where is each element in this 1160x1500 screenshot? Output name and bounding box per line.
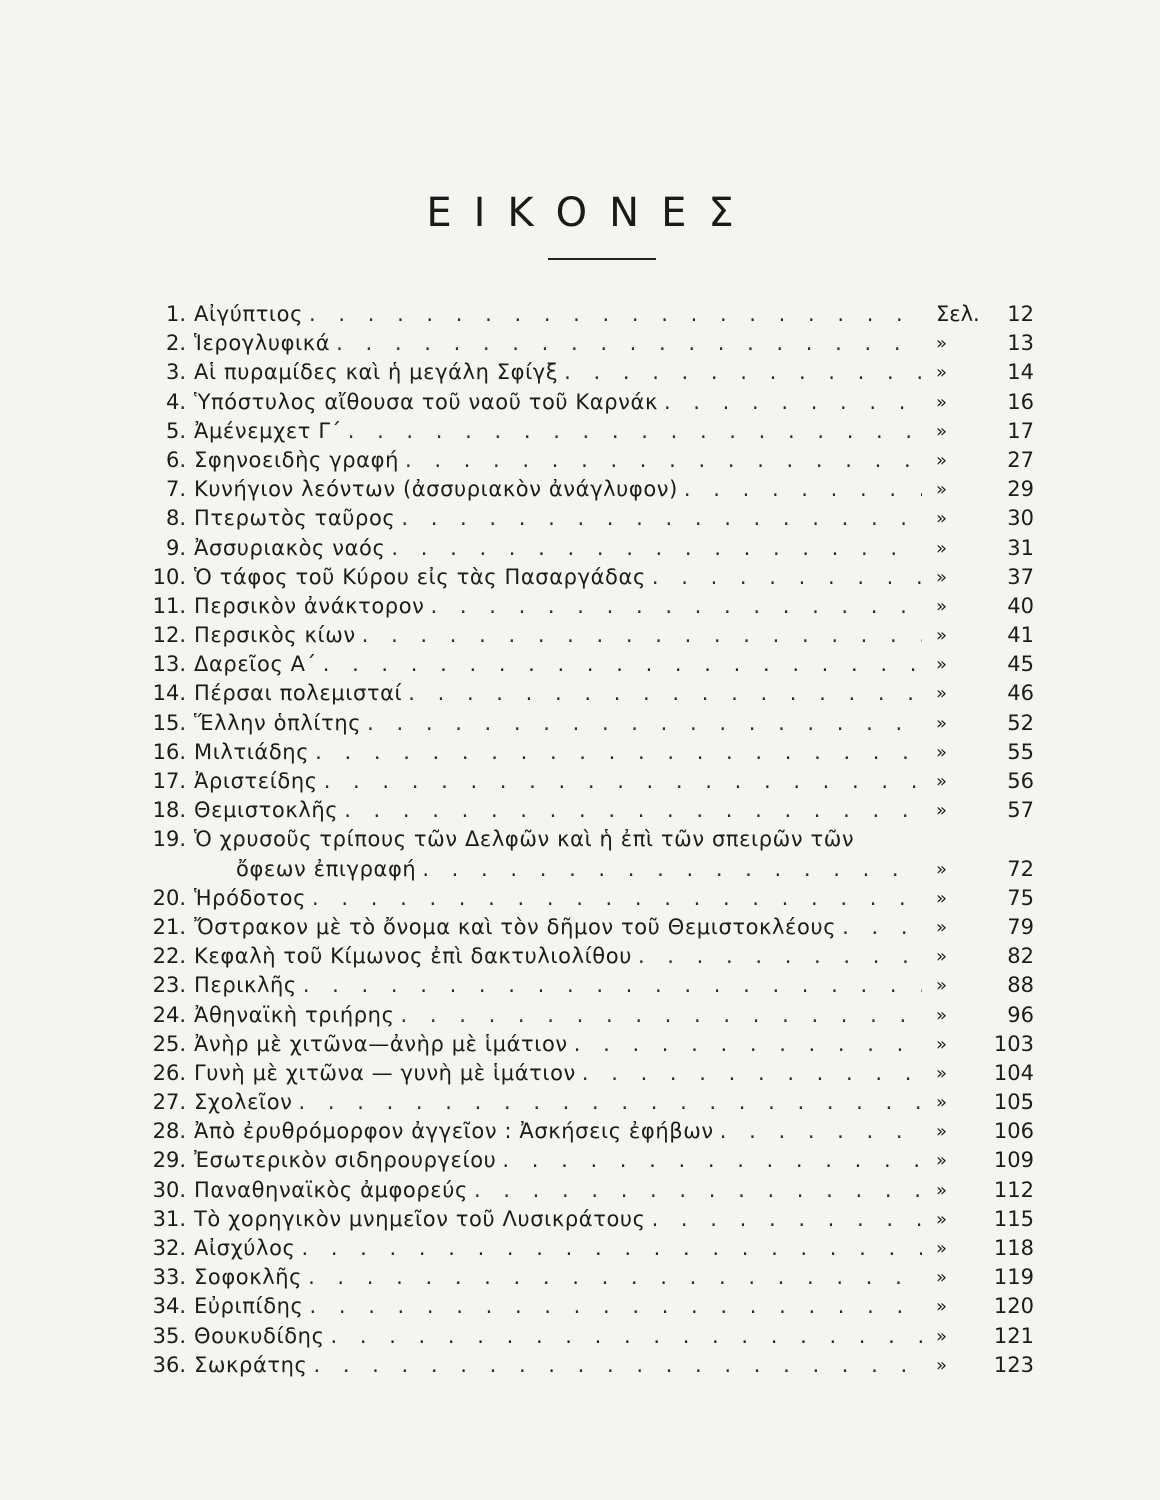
entry-title: Ἀπὸ ἐρυθρόμορφον ἀγγεῖον : Ἀσκήσεις ἐφήβων <box>194 1119 714 1144</box>
entry-number: 12. <box>152 623 186 648</box>
page-number: 120 <box>993 1294 1034 1319</box>
page-marker: » <box>936 508 948 530</box>
entry-title: Ὑπόστυλος αἴθουσα τοῦ ναοῦ τοῦ Καρνάκ <box>194 389 658 414</box>
entry-number: 30. <box>152 1177 186 1202</box>
page-reference <box>922 1205 1034 1234</box>
dot-leader <box>302 1263 922 1292</box>
page-marker: » <box>936 946 948 968</box>
page-number: 119 <box>993 1265 1034 1290</box>
dot-leader <box>678 475 922 504</box>
entry-number: 22. <box>152 944 186 969</box>
dot-leader <box>632 942 922 971</box>
dot-leader <box>293 1088 922 1117</box>
list-item <box>144 1205 1034 1234</box>
entry-number: 8. <box>165 506 186 531</box>
entry-title-wrap <box>194 592 922 621</box>
page-number: 45 <box>1007 652 1034 677</box>
list-item <box>144 1146 1034 1175</box>
page-marker: » <box>936 887 948 909</box>
page-number: 109 <box>993 1148 1034 1173</box>
dot-leader <box>646 563 922 592</box>
page-title: ΕΙΚΟΝΕΣ <box>426 190 756 236</box>
entry-number: 11. <box>152 593 186 618</box>
entry-title-wrap <box>194 767 922 796</box>
page-reference <box>922 300 1034 329</box>
list-item <box>144 446 1034 475</box>
list-item <box>144 592 1034 621</box>
entry-title: Δαρεῖος Α΄ <box>194 652 317 677</box>
page-reference <box>922 534 1034 563</box>
entry-number: 19. <box>152 827 186 852</box>
list-item <box>144 913 1034 942</box>
page-reference <box>922 504 1034 533</box>
entry-title-wrap <box>194 504 922 533</box>
list-item <box>144 417 1034 446</box>
dot-leader <box>468 1176 922 1205</box>
dot-leader <box>304 1292 923 1321</box>
entry-title-wrap <box>194 1292 922 1321</box>
page-number: 27 <box>1007 447 1034 472</box>
page-reference <box>922 592 1034 621</box>
dot-leader <box>309 738 922 767</box>
page-number: 72 <box>1007 856 1034 881</box>
page-number: 37 <box>1007 564 1034 589</box>
list-item <box>144 1030 1034 1059</box>
entry-title: Ὁ τάφος τοῦ Κύρου εἰς τὰς Πασαργάδας <box>194 564 646 589</box>
page-reference <box>922 417 1034 446</box>
entry-title-wrap <box>194 709 922 738</box>
page-number: 12 <box>1007 302 1034 326</box>
page-reference <box>922 1234 1034 1263</box>
page-marker: » <box>936 595 948 617</box>
entry-number: 28. <box>152 1119 186 1144</box>
page-marker: » <box>936 1179 948 1201</box>
entry-number: 6. <box>165 447 186 472</box>
page-number: 46 <box>1007 681 1034 706</box>
page-marker: » <box>936 479 948 501</box>
page-number: 75 <box>1007 885 1034 910</box>
entry-title-wrap <box>194 738 922 767</box>
entry-title: ὄφεων ἐπιγραφή <box>236 856 417 881</box>
dot-leader <box>330 329 922 358</box>
list-item <box>144 563 1034 592</box>
dot-leader <box>714 1117 922 1146</box>
page-number: 55 <box>1007 739 1034 764</box>
entry-number: 7. <box>165 477 186 502</box>
dot-leader <box>658 388 922 417</box>
entry-title: Ἀθηναϊκὴ τριήρης <box>194 1002 395 1027</box>
entry-number: 3. <box>165 360 186 385</box>
entry-number: 25. <box>152 1031 186 1056</box>
list-item <box>144 796 1034 825</box>
page-reference <box>922 679 1034 708</box>
page-reference <box>922 446 1034 475</box>
entry-title-wrap <box>194 825 922 854</box>
dot-leader <box>325 1322 923 1351</box>
page-marker: » <box>936 1150 948 1172</box>
dot-leader <box>836 913 922 942</box>
page-reference <box>922 884 1034 913</box>
entry-number: 15. <box>152 710 186 735</box>
page-number: 104 <box>993 1060 1034 1085</box>
title-underline <box>548 258 656 260</box>
page-reference <box>922 738 1034 767</box>
entry-number: 31. <box>152 1206 186 1231</box>
page-marker: » <box>936 362 948 384</box>
page-reference <box>922 650 1034 679</box>
list-item <box>144 767 1034 796</box>
dot-leader <box>425 592 922 621</box>
dot-leader <box>576 1059 922 1088</box>
entry-number: 29. <box>152 1148 186 1173</box>
dot-leader <box>568 1030 922 1059</box>
dot-leader <box>307 1351 922 1380</box>
entry-title: Σχολεῖον <box>194 1090 293 1115</box>
page-reference <box>922 971 1034 1000</box>
entry-title-wrap <box>194 1263 922 1292</box>
entry-title-wrap <box>194 913 922 942</box>
page-reference <box>922 709 1034 738</box>
page-number: 14 <box>1007 360 1034 385</box>
entry-number: 2. <box>165 331 186 356</box>
entry-number: 17. <box>152 769 186 793</box>
entry-title: Ὁ χρυσοῦς τρίπους τῶν Δελφῶν καὶ ἡ ἐπὶ τῶν σπειρῶν τῶν <box>194 827 855 852</box>
entry-number: 32. <box>152 1236 186 1260</box>
page-reference <box>922 1263 1034 1292</box>
page-marker: » <box>936 420 948 442</box>
entry-title: Αἰσχύλος <box>194 1236 296 1260</box>
dot-leader <box>356 621 922 650</box>
list-item <box>144 1088 1034 1117</box>
page-marker: » <box>936 537 948 559</box>
entry-title-wrap <box>194 1001 922 1030</box>
page-number: 105 <box>993 1090 1034 1115</box>
page-reference <box>922 329 1034 358</box>
page-marker: » <box>936 625 948 647</box>
list-item <box>144 825 1034 854</box>
entry-title: Γυνὴ μὲ χιτῶνα — γυνὴ μὲ ἱμάτιον <box>194 1060 576 1085</box>
page-number: 106 <box>993 1119 1034 1144</box>
entry-title-wrap <box>194 679 922 708</box>
page-reference <box>922 358 1034 387</box>
entry-title-wrap <box>194 1205 922 1234</box>
page-reference <box>922 1292 1034 1321</box>
page-marker: » <box>936 1033 948 1055</box>
entry-title-wrap <box>194 1117 922 1146</box>
page-reference <box>922 1322 1034 1351</box>
page-reference <box>922 1030 1034 1059</box>
entry-number: 21. <box>152 914 186 939</box>
page-number: 29 <box>1007 477 1034 502</box>
entry-title: Κεφαλὴ τοῦ Κίμωνος ἐπὶ δακτυλιολίθου <box>194 944 632 969</box>
page-marker: » <box>936 391 948 413</box>
entry-title: Θουκυδίδης <box>194 1323 325 1348</box>
list-item <box>144 329 1034 358</box>
entry-title-wrap <box>194 1030 922 1059</box>
page-marker: » <box>936 449 948 471</box>
page-marker: » <box>936 333 948 355</box>
entry-number: 9. <box>165 535 186 560</box>
entry-title: Παναθηναϊκὸς ἀμφορεύς <box>194 1177 468 1202</box>
entry-title-wrap <box>194 650 922 679</box>
page-reference <box>922 1146 1034 1175</box>
page-reference <box>922 1176 1034 1205</box>
entry-title: Θεμιστοκλῆς <box>194 798 339 823</box>
entry-title: Τὸ χορηγικὸν μνημεῖον τοῦ Λυσικράτους <box>194 1206 646 1231</box>
list-item <box>144 1059 1034 1088</box>
page-number: 88 <box>1007 973 1034 998</box>
entry-title: Ἀνὴρ μὲ χιτῶνα—ἀνὴρ μὲ ἱμάτιον <box>194 1031 568 1056</box>
entry-title-wrap <box>194 971 922 1000</box>
page-number: 121 <box>993 1323 1034 1348</box>
list-item <box>144 1176 1034 1205</box>
entry-title: Ἡρόδοτος <box>194 885 307 910</box>
entry-title: Εὐριπίδης <box>194 1294 304 1319</box>
page-marker: » <box>936 916 948 938</box>
dot-leader <box>402 679 922 708</box>
page-number: 30 <box>1007 506 1034 531</box>
page-number: 115 <box>993 1206 1034 1231</box>
page-marker: » <box>936 1092 948 1114</box>
page-number: 82 <box>1007 944 1034 969</box>
list-item <box>144 300 1034 329</box>
entry-number: 1. <box>165 302 186 326</box>
dot-leader <box>297 971 922 1000</box>
page-reference <box>922 796 1034 825</box>
entry-title-wrap <box>194 1146 922 1175</box>
list-item <box>144 534 1034 563</box>
page-number: 13 <box>1007 331 1034 356</box>
dot-leader <box>496 1146 922 1175</box>
entry-title: Ἀριστείδης <box>194 769 318 793</box>
list-item <box>144 738 1034 767</box>
entry-number: 26. <box>152 1060 186 1085</box>
list-item <box>144 855 1034 884</box>
list-item <box>144 1234 1034 1263</box>
entry-title-wrap <box>194 388 922 417</box>
page-number: 123 <box>993 1352 1034 1377</box>
page-number: 112 <box>993 1177 1034 1202</box>
page-marker: » <box>936 1238 948 1259</box>
entry-title: Πτερωτὸς ταῦρος <box>194 506 396 531</box>
page-reference <box>922 475 1034 504</box>
page-marker: » <box>936 1121 948 1143</box>
entry-title: Σωκράτης <box>194 1352 308 1377</box>
entry-title: Περσικὸν ἀνάκτορον <box>194 593 425 618</box>
page-reference <box>922 1088 1034 1117</box>
page-number: 16 <box>1007 389 1034 414</box>
list-item <box>144 504 1034 533</box>
entry-title: Σοφοκλῆς <box>194 1265 303 1290</box>
page-number: 118 <box>993 1236 1034 1260</box>
entry-title: Αἱ πυραμίδες καὶ ἡ μεγάλη Σφίγξ <box>194 360 559 385</box>
entry-title-wrap <box>194 796 922 825</box>
entry-number: 33. <box>152 1265 186 1290</box>
entry-title: Ἐσωτερικὸν σιδηρουργείου <box>194 1148 497 1173</box>
dot-leader <box>416 855 922 884</box>
entry-title-wrap <box>194 563 922 592</box>
entry-number: 20. <box>152 885 186 910</box>
list-item <box>144 942 1034 971</box>
entry-number: 23. <box>152 973 186 998</box>
dot-leader <box>342 417 922 446</box>
entry-title-wrap <box>194 534 922 563</box>
list-item <box>144 650 1034 679</box>
dot-leader <box>399 446 922 475</box>
page-reference <box>922 621 1034 650</box>
page-reference <box>922 1351 1034 1380</box>
entry-title: Σφηνοειδὴς γραφή <box>194 447 399 472</box>
list-item <box>144 1351 1034 1380</box>
list-item <box>144 1001 1034 1030</box>
list-item <box>144 1322 1034 1351</box>
page-reference <box>922 1059 1034 1088</box>
dot-leader <box>395 504 922 533</box>
entry-number: 36. <box>152 1352 186 1377</box>
dot-leader <box>338 796 922 825</box>
entry-title: Πέρσαι πολεμισταί <box>194 681 403 706</box>
entry-number: 16. <box>152 739 186 764</box>
entry-title-wrap <box>194 884 922 913</box>
list-item <box>144 358 1034 387</box>
entry-number: 14. <box>152 681 186 706</box>
entry-title-wrap <box>194 446 922 475</box>
page-number: 41 <box>1007 623 1034 648</box>
entry-title-wrap <box>194 329 922 358</box>
list-item <box>144 709 1034 738</box>
dot-leader <box>295 1234 922 1263</box>
entry-title: Κυνήγιον λεόντων (ἀσσυριακὸν ἀνάγλυφον) <box>194 477 678 502</box>
dot-leader <box>385 534 922 563</box>
entry-title-wrap <box>194 1088 922 1117</box>
list-item <box>144 388 1034 417</box>
entry-title: Περσικὸς κίων <box>194 623 356 648</box>
entry-title-wrap <box>194 358 922 387</box>
page-marker: » <box>936 712 948 734</box>
page-marker: » <box>936 771 948 792</box>
entry-title-wrap <box>194 1234 922 1263</box>
page-number: 31 <box>1007 535 1034 560</box>
list-item <box>144 1263 1034 1292</box>
entry-number: 18. <box>152 798 186 823</box>
entry-number: 34. <box>152 1294 186 1319</box>
page-marker: » <box>936 1296 948 1318</box>
entry-title: Ἕλλην ὁπλίτης <box>194 710 362 735</box>
dot-leader <box>317 650 922 679</box>
page-marker: » <box>936 1208 948 1230</box>
page-number: 57 <box>1007 798 1034 823</box>
page-marker: » <box>936 1267 948 1289</box>
page-marker: » <box>936 741 948 763</box>
list-item <box>144 1117 1034 1146</box>
entry-title-wrap <box>194 1176 922 1205</box>
page-reference <box>922 1001 1034 1030</box>
page-marker: » <box>936 1004 948 1026</box>
page-marker: » <box>936 800 948 822</box>
dot-leader <box>318 767 922 796</box>
page-reference <box>922 563 1034 592</box>
page-number: 96 <box>1007 1002 1034 1027</box>
dot-leader <box>558 358 922 387</box>
page-marker: » <box>936 566 948 588</box>
entry-title: Ὄστρακον μὲ τὸ ὄνομα καὶ τὸν δῆμον τοῦ Θεμιστοκλέους <box>194 914 837 939</box>
list-item <box>144 679 1034 708</box>
page-number: 40 <box>1007 593 1034 618</box>
dot-leader <box>395 1001 922 1030</box>
entry-title-wrap <box>194 417 922 446</box>
entry-title-wrap <box>194 621 922 650</box>
page-reference <box>922 913 1034 942</box>
dot-leader <box>303 300 922 329</box>
entry-number: 4. <box>165 389 186 414</box>
page-reference <box>922 767 1034 796</box>
dot-leader <box>306 884 922 913</box>
dot-leader <box>361 709 922 738</box>
page-number: 56 <box>1007 769 1034 793</box>
page-number: 17 <box>1007 418 1034 443</box>
page-marker: » <box>936 654 948 676</box>
page-reference <box>922 855 1034 884</box>
entry-title: Αἰγύπτιος <box>194 302 304 326</box>
entry-title-wrap <box>194 1322 922 1351</box>
page-reference <box>922 1117 1034 1146</box>
entry-title-wrap <box>194 300 922 329</box>
list-item <box>144 1292 1034 1321</box>
entry-number: 5. <box>165 418 186 443</box>
page-reference <box>922 942 1034 971</box>
page-marker: » <box>936 975 948 997</box>
page-number: 79 <box>1007 914 1034 939</box>
list-item <box>144 884 1034 913</box>
entry-title: Ἀμένεμχετ Γ΄ <box>194 418 342 443</box>
entry-title: Μιλτιάδης <box>194 739 310 764</box>
dot-leader <box>646 1205 922 1234</box>
page-marker: » <box>936 1062 948 1084</box>
entry-number: 35. <box>152 1323 186 1348</box>
page-marker: Σελ. <box>936 302 980 326</box>
page-marker: » <box>936 858 948 880</box>
entry-number: 27. <box>152 1090 186 1115</box>
entry-title-wrap <box>194 855 922 884</box>
page-marker: » <box>936 1354 948 1376</box>
entry-number: 24. <box>152 1002 186 1027</box>
list-item <box>144 971 1034 1000</box>
entry-title-wrap <box>194 475 922 504</box>
entry-title: Ἀσσυριακὸς ναός <box>194 535 386 560</box>
entry-title-wrap <box>194 1059 922 1088</box>
list-item <box>144 621 1034 650</box>
page-marker: » <box>936 683 948 705</box>
page-marker: » <box>936 1325 948 1347</box>
entry-title: Περικλῆς <box>194 973 297 998</box>
page-number: 103 <box>993 1031 1034 1056</box>
page-reference <box>922 388 1034 417</box>
entry-title-wrap <box>194 1351 922 1380</box>
entry-title: Ἱερογλυφικά <box>194 331 331 356</box>
illustrations-list <box>144 300 1034 1380</box>
page-number: 52 <box>1007 710 1034 735</box>
entry-title-wrap <box>194 942 922 971</box>
entry-number: 10. <box>152 564 186 589</box>
entry-number: 13. <box>152 652 186 677</box>
list-item <box>144 475 1034 504</box>
